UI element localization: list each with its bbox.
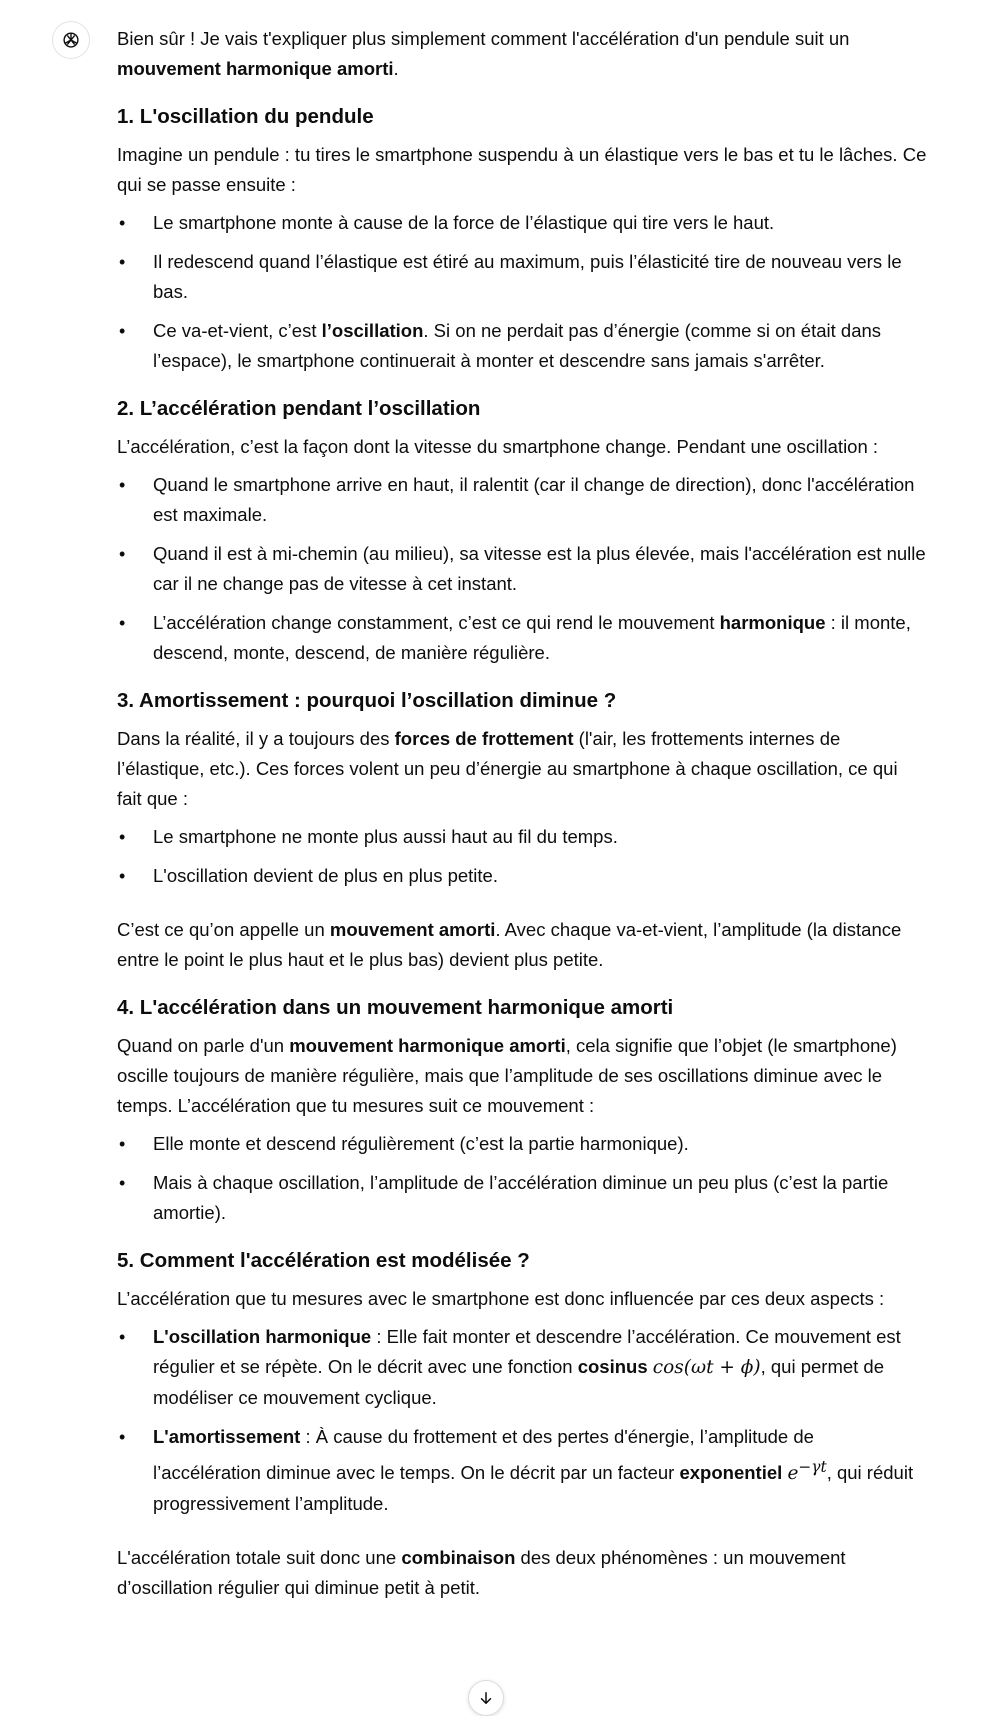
list-item: • L'oscillation devient de plus en plus petite. [117, 861, 927, 891]
text: : il monte, descend, monte, descend, de manière régulière. [153, 612, 911, 663]
intro-paragraph [117, 24, 927, 84]
bold-text: mouvement harmonique amorti [289, 1035, 566, 1056]
section-4-heading: 4. L'accélération dans un mouvement harmonique amorti [117, 996, 674, 1019]
intro-bold: mouvement harmonique amorti [117, 58, 394, 79]
section-5-paragraph: L’accélération que tu mesures avec le smartphone est donc influencée par ces deux aspects : [117, 1288, 885, 1309]
section-3-conclusion [117, 915, 927, 975]
text: : À cause du frottement et des pertes d'énergie, l’amplitude de l’accélération diminue avec le temps. On le décrit par un facteur [153, 1426, 814, 1484]
text: : Elle fait monter et descendre l’accélération. Ce mouvement est régulier et se répète. On le décrit avec une fonction [153, 1326, 901, 1377]
section-5-heading: 5. Comment l'accélération est modélisée ? [117, 1249, 530, 1272]
final-paragraph [117, 1543, 927, 1603]
list-item: • Mais à chaque oscillation, l’amplitude de l’accélération diminue un peu plus (c’est la partie amortie). [117, 1168, 927, 1228]
openai-logo-icon [60, 29, 82, 51]
section-4-paragraph [117, 1031, 927, 1121]
scroll-to-bottom-button[interactable] [468, 1680, 504, 1716]
bold-text: harmonique [719, 612, 826, 633]
list-item: • Quand le smartphone arrive en haut, il ralentit (car il change de direction), donc l'accélération est maximale. [117, 470, 927, 530]
section-2-list [117, 470, 927, 668]
section-3-heading: 3. Amortissement : pourquoi l’oscillation diminue ? [117, 689, 617, 712]
bold-text: L'oscillation harmonique [153, 1326, 372, 1347]
text: , qui réduit progressivement l’amplitude. [153, 1462, 914, 1515]
list-item [117, 608, 927, 668]
text: L’accélération change constamment, c’est ce qui rend le mouvement [153, 612, 720, 633]
assistant-message [117, 24, 927, 1611]
text: L'accélération totale suit donc une [117, 1547, 402, 1569]
text: . Avec chaque va-et-vient, l’amplitude (la distance entre le point le plus haut et le plus bas) devient plus petite. [117, 919, 902, 970]
math-formula: cos(ωt + ϕ) [652, 1357, 761, 1378]
section-1-list [117, 208, 927, 376]
section-3-paragraph [117, 724, 927, 814]
section-3-list [117, 822, 927, 891]
intro-end: . [393, 58, 399, 79]
section-2-paragraph: L’accélération, c’est la façon dont la vitesse du smartphone change. Pendant une oscillation : [117, 436, 879, 457]
bold-text: forces de frottement [394, 728, 574, 749]
text: , cela signifie que l’objet (le smartphone) oscille toujours de manière régulière, mais que l’amplitude de ses oscillations diminue avec le temps. L’accélération que tu mesures suit ce mouvement : [117, 1035, 897, 1116]
bold-text: L'amortissement [153, 1426, 301, 1447]
list-item: • Il redescend quand l’élastique est étiré au maximum, puis l’élasticité tire de nouveau vers le bas. [117, 247, 927, 307]
list-item [117, 1422, 927, 1519]
text: . Si on ne perdait pas d’énergie (comme si on était dans l’espace), le smartphone continuerait à monter et descendre sans jamais s'arrêter. [153, 320, 882, 371]
text: , qui permet de modéliser ce mouvement cyclique. [153, 1356, 885, 1408]
list-item: • Le smartphone ne monte plus aussi haut au fil du temps. [117, 822, 927, 852]
assistant-avatar [52, 21, 90, 59]
intro-text: Bien sûr ! Je vais t'expliquer plus simplement comment l'accélération d'un pendule suit un [117, 28, 850, 49]
section-1-heading: 1. L'oscillation du pendule [117, 105, 374, 128]
bold-text: cosinus [577, 1356, 648, 1377]
math-formula: e [787, 1463, 799, 1485]
bold-text: exponentiel [679, 1462, 783, 1484]
bold-text: l’oscillation [321, 320, 424, 341]
text: Dans la réalité, il y a toujours des [117, 728, 395, 749]
arrow-down-icon [477, 1689, 495, 1707]
section-2-heading: 2. L’accélération pendant l’oscillation [117, 397, 481, 420]
list-item [117, 1322, 927, 1413]
section-4-list [117, 1129, 927, 1228]
list-item [117, 316, 927, 376]
list-item: • Elle monte et descend régulièrement (c’est la partie harmonique). [117, 1129, 927, 1159]
list-item: • Le smartphone monte à cause de la force de l’élastique qui tire vers le haut. [117, 208, 927, 238]
text: des deux phénomènes : un mouvement d’oscillation régulier qui diminue petit à petit. [117, 1547, 846, 1599]
bold-text: mouvement amorti [329, 919, 496, 940]
section-1-paragraph: Imagine un pendule : tu tires le smartphone suspendu à un élastique vers le bas et tu le lâches. Ce qui se passe ensuite : [117, 144, 927, 195]
bold-text: combinaison [401, 1547, 516, 1569]
math-exponent: −γt [798, 1458, 827, 1476]
list-item: • Quand il est à mi-chemin (au milieu), sa vitesse est la plus élevée, mais l'accélération est nulle car il ne change pas de vitesse à cet instant. [117, 539, 927, 599]
text: Quand on parle d'un [117, 1035, 290, 1056]
text: Ce va-et-vient, c’est [153, 320, 322, 341]
text: C’est ce qu’on appelle un [117, 919, 330, 940]
section-5-list [117, 1322, 927, 1519]
text: (l'air, les frottements internes de l’élastique, etc.). Ces forces volent un peu d’énergie au smartphone à chaque oscillation, ce qui fait que : [117, 728, 898, 809]
